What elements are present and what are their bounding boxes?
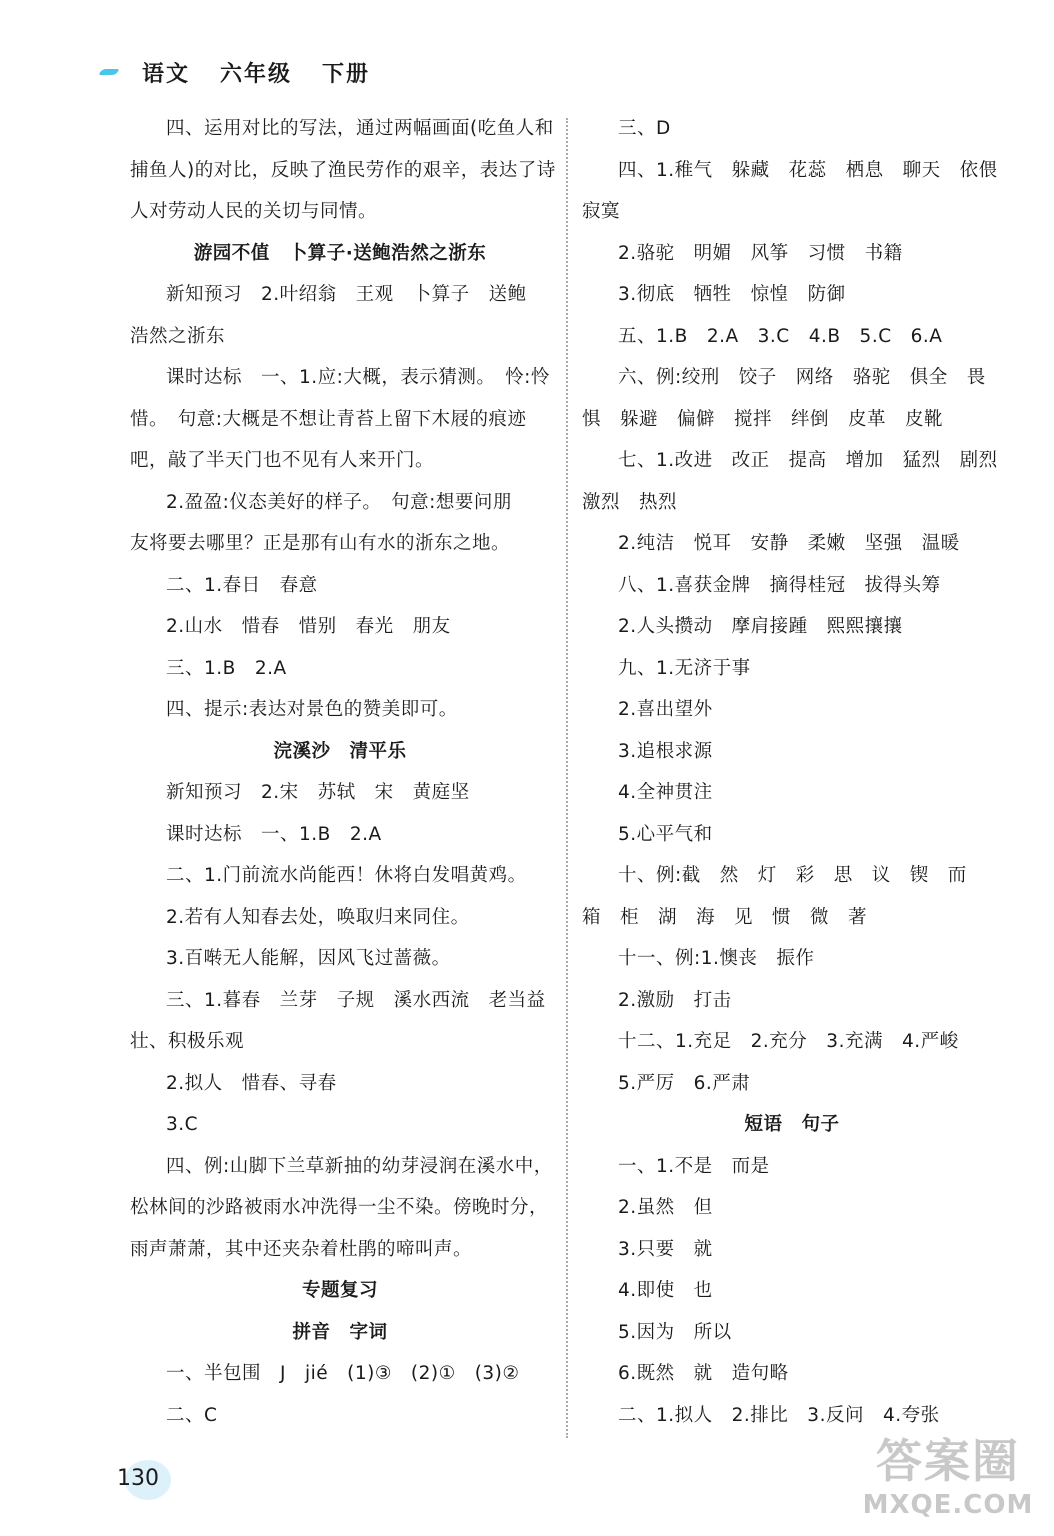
answer-line: 松林间的沙路被雨水冲洗得一尘不染。傍晚时分， <box>130 1197 549 1218</box>
column-divider <box>566 118 568 1438</box>
answer-line: 壮、积极乐观 <box>130 1031 245 1052</box>
answer-line: 3.C <box>166 1114 199 1135</box>
answer-line: 一、1.不是 而是 <box>618 1155 770 1177</box>
answer-line: 四、运用对比的写法，通过两幅画面(吃鱼人和 <box>166 118 554 139</box>
header-subject: 语文 <box>142 61 191 87</box>
answer-line: 吧，敲了半天门也不见有人来开门。 <box>130 450 435 471</box>
answer-line: 四、提示:表达对景色的赞美即可。 <box>166 699 458 720</box>
answer-line: 箱 柜 湖 海 见 惯 微 著 <box>582 906 868 928</box>
answer-line: 四、1.稚气 躲藏 花蕊 栖息 聊天 依偎 <box>618 159 998 181</box>
section-heading: 短语 句子 <box>744 1114 840 1135</box>
answer-line: 友将要去哪里？正是那有山有水的浙东之地。 <box>130 533 511 554</box>
answer-line: 课时达标 一、1.应:大概，表示猜测。 怜:怜 <box>166 367 550 388</box>
page-number: 130 <box>117 1466 159 1491</box>
answer-line: 2.山水 惜春 惜别 春光 朋友 <box>166 616 451 637</box>
answer-line: 十二、1.充足 2.充分 3.充满 4.严峻 <box>618 1031 959 1052</box>
answer-line: 5.心平气和 <box>618 823 713 845</box>
answer-line: 5.严厉 6.严肃 <box>618 1072 751 1094</box>
answer-line: 二、1.春日 春意 <box>166 574 318 596</box>
section-heading: 拼音 字词 <box>292 1321 388 1343</box>
answer-line: 2.喜出望外 <box>618 699 713 720</box>
answer-line: 一、半包围 J jié (1)③ (2)① (3)② <box>166 1363 520 1384</box>
watermark-title: 答案圈 <box>876 1434 1020 1488</box>
answer-line: 二、C <box>166 1404 218 1426</box>
answer-line: 3.彻底 牺牲 惊惶 防御 <box>618 284 846 305</box>
answer-line: 惜。 句意:大概是不想让青苔上留下木屐的痕迹 <box>130 408 527 430</box>
answer-line: 2.虽然 但 <box>618 1197 713 1218</box>
right-column <box>582 108 1002 1436</box>
page-header <box>100 52 370 92</box>
answer-line: 五、1.B 2.A 3.C 4.B 5.C 6.A <box>618 325 943 347</box>
answer-line: 二、1.门前流水尚能西！休将白发唱黄鸡。 <box>166 865 527 886</box>
answer-line: 4.即使 也 <box>618 1280 713 1301</box>
watermark-url: MXQE.COM <box>862 1490 1034 1520</box>
answer-line: 5.因为 所以 <box>618 1321 732 1343</box>
answer-line: 2.纯洁 悦耳 安静 柔嫩 坚强 温暖 <box>618 533 960 554</box>
answer-line: 4.全神贯注 <box>618 782 713 803</box>
header-grade: 六年级 <box>220 61 293 87</box>
answer-line: 二、1.拟人 2.排比 3.反问 4.夸张 <box>618 1404 940 1426</box>
answer-line: 课时达标 一、1.B 2.A <box>166 823 382 845</box>
answer-line: 2.骆驼 明媚 风筝 习惯 书籍 <box>618 242 903 264</box>
answer-line: 九、1.无济于事 <box>618 657 751 679</box>
answer-line: 激烈 热烈 <box>582 491 678 513</box>
answer-line: 六、例:绞刑 饺子 网络 骆驼 俱全 畏 <box>618 367 986 388</box>
answer-line: 2.激励 打击 <box>618 989 732 1011</box>
section-heading: 浣溪沙 清平乐 <box>273 740 407 762</box>
answer-line: 3.只要 就 <box>618 1238 713 1260</box>
answer-line: 2.拟人 惜春、寻春 <box>166 1072 337 1094</box>
answer-line: 十一、例:1.懊丧 振作 <box>618 948 815 969</box>
answer-line: 2.人头攒动 摩肩接踵 熙熙攘攘 <box>618 616 903 637</box>
answer-line: 七、1.改进 改正 提高 增加 猛烈 剧烈 <box>618 450 998 471</box>
answer-line: 浩然之浙东 <box>130 325 226 347</box>
section-heading: 游园不值 卜算子·送鲍浩然之浙东 <box>193 242 487 264</box>
left-column <box>130 108 556 1436</box>
answer-line: 捕鱼人)的对比，反映了渔民劳作的艰辛，表达了诗 <box>130 159 556 181</box>
answer-line: 惧 躲避 偏僻 搅拌 绊倒 皮革 皮靴 <box>582 408 944 430</box>
answer-line: 四、例:山脚下兰草新抽的幼芽浸润在溪水中， <box>166 1155 553 1177</box>
answer-line: 人对劳动人民的关切与同情。 <box>130 201 378 222</box>
answer-line: 3.百啭无人能解，因风飞过蔷薇。 <box>166 948 451 969</box>
header-volume: 下册 <box>322 61 371 87</box>
watermark-logo <box>858 1432 1038 1528</box>
answer-line: 三、1.暮春 兰芽 子规 溪水西流 老当益 <box>166 989 546 1011</box>
answer-line: 6.既然 就 造句略 <box>618 1363 789 1384</box>
answer-line: 三、D <box>618 118 671 139</box>
answer-line: 3.追根求源 <box>618 740 713 762</box>
answer-line: 新知预习 2.宋 苏轼 宋 黄庭坚 <box>166 782 470 803</box>
answer-line: 八、1.喜获金牌 摘得桂冠 拔得头筹 <box>618 574 941 596</box>
answer-line: 三、1.B 2.A <box>166 657 287 679</box>
section-heading: 专题复习 <box>301 1280 378 1301</box>
answer-line: 十、例:截 然 灯 彩 思 议 锲 而 <box>618 865 967 886</box>
answer-line: 2.若有人知春去处，唤取归来同住。 <box>166 906 470 928</box>
answer-line: 雨声萧萧，其中还夹杂着杜鹃的啼叫声。 <box>130 1238 473 1260</box>
header-arrow-icon <box>100 67 122 77</box>
answer-line: 2.盈盈:仪态美好的样子。 句意:想要问朋 <box>166 491 512 513</box>
answer-line: 新知预习 2.叶绍翁 王观 卜算子 送鲍 <box>166 284 527 305</box>
answer-line: 寂寞 <box>582 201 621 222</box>
